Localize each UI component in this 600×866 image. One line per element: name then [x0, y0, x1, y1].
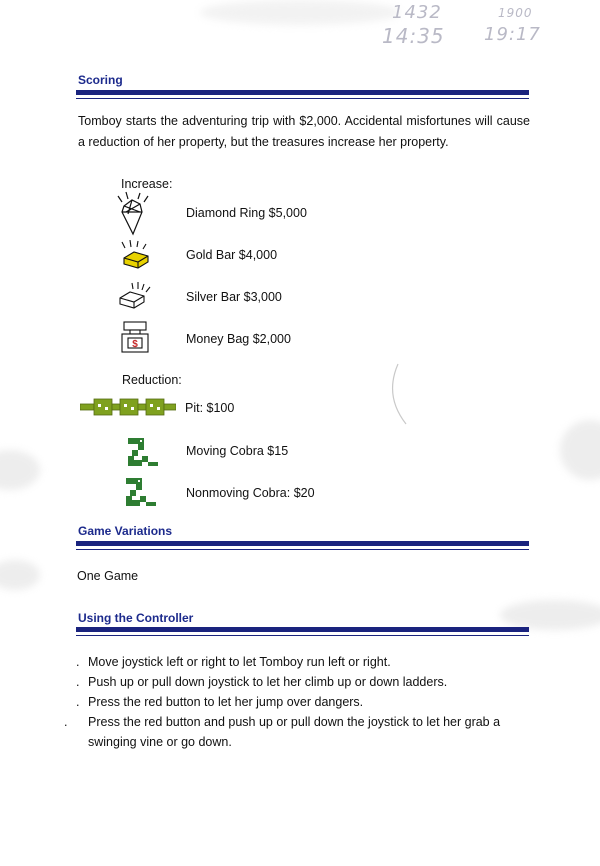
handwritten-note: 14:35 — [382, 24, 445, 48]
scan-smudge — [500, 600, 600, 630]
section-rule — [76, 627, 529, 632]
pit-icon — [80, 396, 176, 418]
section-title-using-the-controller: Using the Controller — [78, 611, 194, 625]
scoring-intro: Tomboy starts the adventuring trip with $2,000. Accidental misfortunes will cause a reduction of her property, but the treasures increase her property. — [78, 114, 530, 149]
increase-label: Increase: — [121, 177, 173, 191]
scan-smudge — [200, 0, 400, 25]
increase-item-diamond-ring: Diamond Ring $5,000 — [186, 206, 307, 220]
reduction-item-pit: Pit: $100 — [185, 401, 235, 415]
scan-smudge — [560, 420, 600, 480]
section-title-scoring: Scoring — [78, 73, 123, 87]
scan-smudge — [0, 560, 40, 590]
section-rule — [76, 541, 529, 546]
diamond-ring-icon — [110, 190, 160, 236]
svg-text:$: $ — [132, 339, 138, 350]
handwritten-note: 19:17 — [484, 24, 541, 45]
increase-item-gold-bar: Gold Bar $4,000 — [186, 248, 278, 262]
handwritten-note: 1900 — [498, 6, 533, 20]
handwritten-note: 1432 — [392, 2, 442, 23]
variations-text: One Game — [77, 569, 139, 583]
controller-bullet: . Move joystick left or right to let Tomboy run left or right. — [76, 655, 391, 669]
reduction-item-nonmoving-cobra: Nonmoving Cobra: $20 — [186, 486, 315, 500]
increase-item-money-bag: Money Bag $2,000 — [186, 332, 291, 346]
pencil-mark — [380, 360, 420, 430]
scan-smudge — [0, 450, 40, 490]
cobra-icon — [124, 476, 158, 508]
section-rule — [76, 635, 529, 636]
section-title-game-variations: Game Variations — [78, 524, 173, 538]
cobra-icon — [126, 436, 160, 468]
silver-bar-icon — [116, 282, 156, 312]
gold-bar-icon — [118, 240, 158, 270]
reduction-item-moving-cobra: Moving Cobra $15 — [186, 444, 289, 458]
increase-item-silver-bar: Silver Bar $3,000 — [186, 290, 282, 304]
controller-bullet: . Press the red button and push up or pull down the joystick to let her grab a swinging vine or go down. — [64, 715, 501, 749]
controller-bullet: . Press the red button to let her jump over dangers. — [76, 695, 364, 709]
reduction-label: Reduction: — [122, 373, 182, 387]
section-rule — [76, 98, 529, 99]
money-bag-icon — [118, 320, 152, 356]
section-rule — [76, 90, 529, 95]
controller-bullet: . Push up or pull down joystick to let her climb up or down ladders. — [76, 675, 448, 689]
section-rule — [76, 549, 529, 550]
